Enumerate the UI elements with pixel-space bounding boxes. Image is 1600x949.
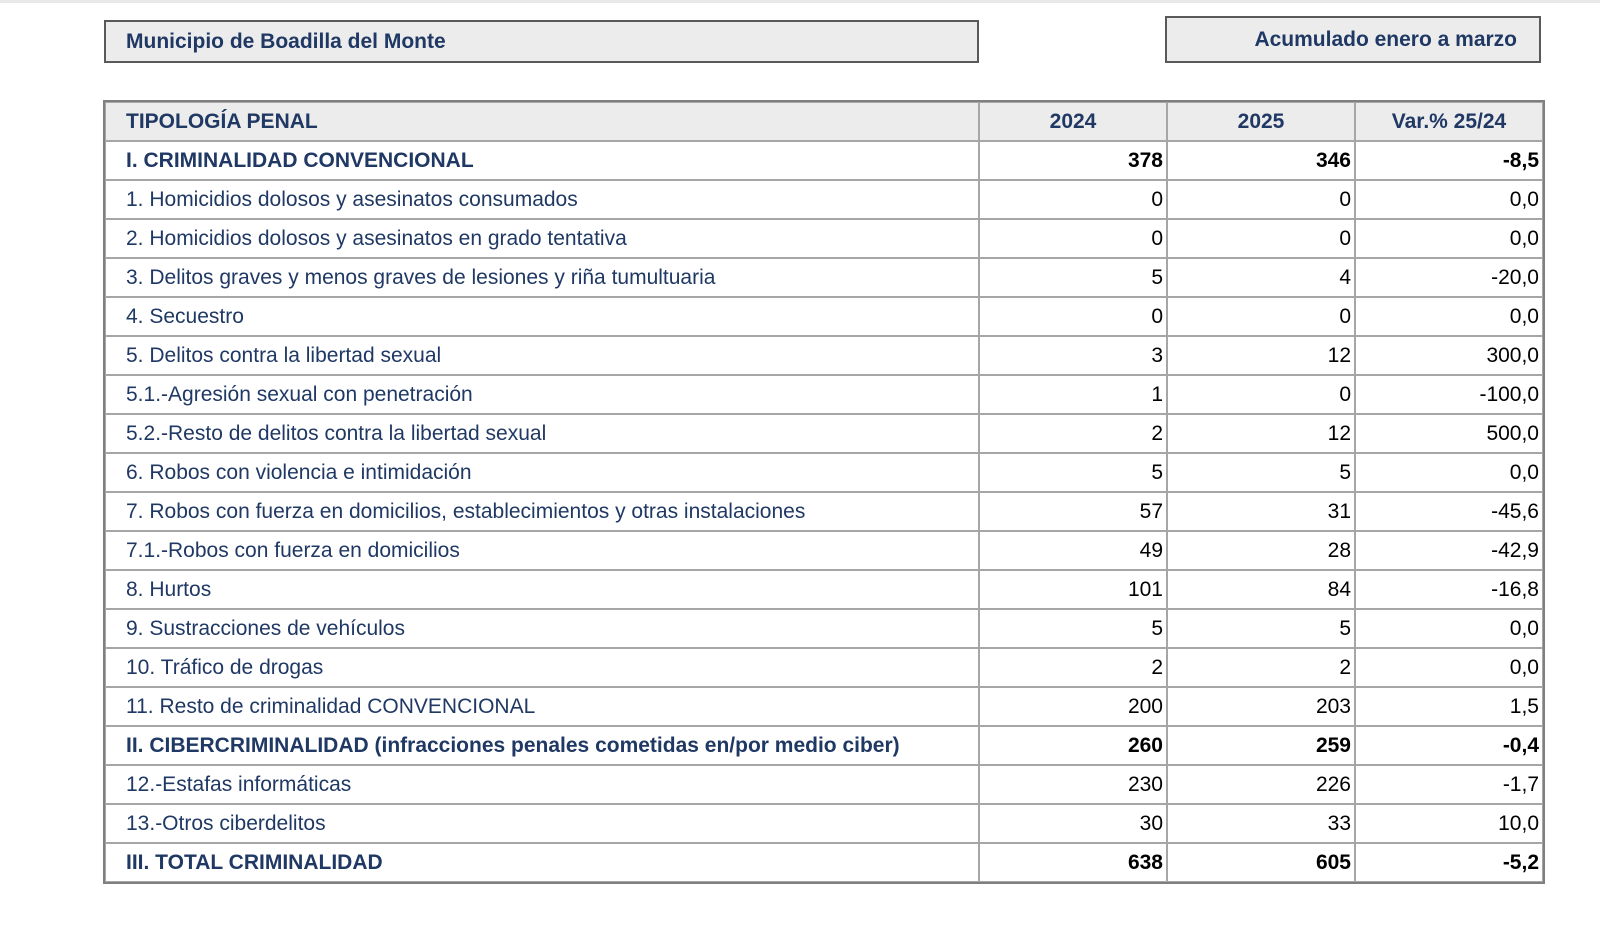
row-variation: 500,0	[1355, 414, 1543, 453]
table-row	[105, 297, 1543, 336]
row-variation: -1,7	[1355, 765, 1543, 804]
row-value-2024: 57	[979, 492, 1167, 531]
row-label: 4. Secuestro	[105, 297, 979, 336]
row-label: 7.1.-Robos con fuerza en domicilios	[105, 531, 979, 570]
period-title: Acumulado enero a marzo	[1165, 16, 1541, 63]
row-value-2025: 5	[1167, 453, 1355, 492]
row-label: 5. Delitos contra la libertad sexual	[105, 336, 979, 375]
row-variation: -20,0	[1355, 258, 1543, 297]
row-value-2024: 0	[979, 180, 1167, 219]
row-value-2025: 12	[1167, 336, 1355, 375]
row-value-2024: 5	[979, 258, 1167, 297]
header-tipologia: TIPOLOGÍA PENAL	[105, 102, 979, 141]
table-row	[105, 648, 1543, 687]
table-row	[105, 336, 1543, 375]
row-value-2024: 0	[979, 297, 1167, 336]
row-variation: -45,6	[1355, 492, 1543, 531]
table-row	[105, 570, 1543, 609]
row-label: 13.-Otros ciberdelitos	[105, 804, 979, 843]
row-label: 8. Hurtos	[105, 570, 979, 609]
row-variation: 1,5	[1355, 687, 1543, 726]
header-variation: Var.% 25/24	[1355, 102, 1543, 141]
row-value-2025: 226	[1167, 765, 1355, 804]
row-variation: -42,9	[1355, 531, 1543, 570]
row-value-2025: 0	[1167, 180, 1355, 219]
row-variation: 300,0	[1355, 336, 1543, 375]
row-value-2025: 0	[1167, 297, 1355, 336]
row-value-2025: 5	[1167, 609, 1355, 648]
row-label: 7. Robos con fuerza en domicilios, establecimientos y otras instalaciones	[105, 492, 979, 531]
table-row	[105, 804, 1543, 843]
row-value-2025: 0	[1167, 375, 1355, 414]
row-label: III. TOTAL CRIMINALIDAD	[105, 843, 979, 882]
row-label: 2. Homicidios dolosos y asesinatos en grado tentativa	[105, 219, 979, 258]
table-row	[105, 609, 1543, 648]
row-variation: -16,8	[1355, 570, 1543, 609]
row-label: I. CRIMINALIDAD CONVENCIONAL	[105, 141, 979, 180]
table-row	[105, 414, 1543, 453]
row-value-2025: 346	[1167, 141, 1355, 180]
row-variation: 0,0	[1355, 297, 1543, 336]
row-label: 10. Tráfico de drogas	[105, 648, 979, 687]
municipio-title: Municipio de Boadilla del Monte	[104, 20, 979, 63]
header-2024: 2024	[979, 102, 1167, 141]
row-label: 1. Homicidios dolosos y asesinatos consumados	[105, 180, 979, 219]
row-variation: 0,0	[1355, 219, 1543, 258]
row-variation: 10,0	[1355, 804, 1543, 843]
table-row	[105, 531, 1543, 570]
row-label: II. CIBERCRIMINALIDAD (infracciones penales cometidas en/por medio ciber)	[105, 726, 979, 765]
row-value-2025: 12	[1167, 414, 1355, 453]
row-value-2025: 4	[1167, 258, 1355, 297]
row-value-2025: 605	[1167, 843, 1355, 882]
row-label: 3. Delitos graves y menos graves de lesiones y riña tumultuaria	[105, 258, 979, 297]
row-value-2025: 203	[1167, 687, 1355, 726]
row-variation: -5,2	[1355, 843, 1543, 882]
row-value-2024: 378	[979, 141, 1167, 180]
table-body	[105, 141, 1543, 882]
row-value-2024: 200	[979, 687, 1167, 726]
table-row	[105, 492, 1543, 531]
row-label: 5.2.-Resto de delitos contra la libertad sexual	[105, 414, 979, 453]
table-row	[105, 258, 1543, 297]
table-row	[105, 453, 1543, 492]
table-row	[105, 375, 1543, 414]
row-value-2025: 84	[1167, 570, 1355, 609]
row-variation: 0,0	[1355, 180, 1543, 219]
row-value-2024: 3	[979, 336, 1167, 375]
table-row	[105, 141, 1543, 180]
row-label: 12.-Estafas informáticas	[105, 765, 979, 804]
table-row	[105, 180, 1543, 219]
row-value-2025: 33	[1167, 804, 1355, 843]
row-value-2024: 1	[979, 375, 1167, 414]
row-value-2024: 5	[979, 609, 1167, 648]
row-value-2024: 260	[979, 726, 1167, 765]
row-variation: 0,0	[1355, 453, 1543, 492]
table-header-row	[105, 102, 1543, 141]
row-label: 9. Sustracciones de vehículos	[105, 609, 979, 648]
row-value-2025: 2	[1167, 648, 1355, 687]
table-row	[105, 726, 1543, 765]
table-row	[105, 687, 1543, 726]
row-label: 5.1.-Agresión sexual con penetración	[105, 375, 979, 414]
row-value-2024: 230	[979, 765, 1167, 804]
crime-stats-table	[104, 101, 1544, 883]
row-value-2025: 31	[1167, 492, 1355, 531]
row-value-2024: 2	[979, 648, 1167, 687]
row-value-2024: 30	[979, 804, 1167, 843]
row-label: 11. Resto de criminalidad CONVENCIONAL	[105, 687, 979, 726]
top-rule	[0, 0, 1600, 3]
row-value-2024: 0	[979, 219, 1167, 258]
row-variation: -0,4	[1355, 726, 1543, 765]
row-variation: -100,0	[1355, 375, 1543, 414]
table-row	[105, 219, 1543, 258]
row-value-2024: 49	[979, 531, 1167, 570]
row-variation: 0,0	[1355, 609, 1543, 648]
row-value-2024: 5	[979, 453, 1167, 492]
row-label: 6. Robos con violencia e intimidación	[105, 453, 979, 492]
table-row	[105, 843, 1543, 882]
table-row	[105, 765, 1543, 804]
row-value-2025: 28	[1167, 531, 1355, 570]
row-variation: -8,5	[1355, 141, 1543, 180]
row-value-2025: 259	[1167, 726, 1355, 765]
header-2025: 2025	[1167, 102, 1355, 141]
row-value-2024: 638	[979, 843, 1167, 882]
row-value-2024: 2	[979, 414, 1167, 453]
row-variation: 0,0	[1355, 648, 1543, 687]
row-value-2024: 101	[979, 570, 1167, 609]
row-value-2025: 0	[1167, 219, 1355, 258]
